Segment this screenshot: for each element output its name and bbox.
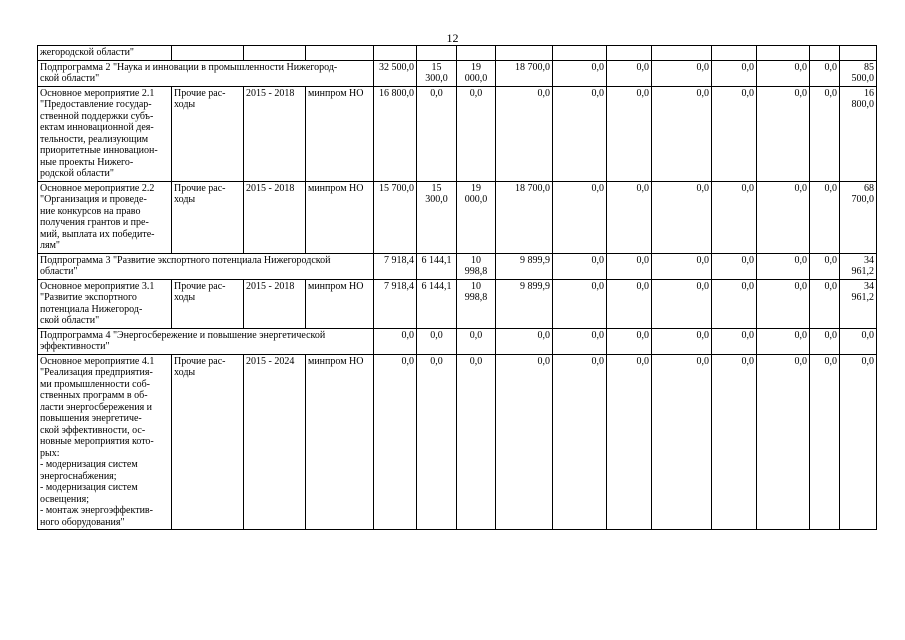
table-row (38, 279, 877, 328)
empty-cell (244, 46, 306, 61)
value-cell: 0,0 (712, 181, 757, 253)
table-row (38, 86, 877, 181)
value-cell: 0,0 (810, 60, 840, 86)
value-cell: 16 800,0 (374, 86, 417, 181)
value-cell: 0,0 (496, 86, 553, 181)
value-cell: 0,0 (757, 86, 810, 181)
executor: минпром НО (306, 86, 374, 181)
activity-title: Основное мероприятие 3.1 "Развитие экспортного потенциала Нижегород- ской области" (38, 279, 172, 328)
value-cell: 0,0 (417, 86, 457, 181)
value-cell: 0,0 (757, 279, 810, 328)
activity-title: Основное мероприятие 4.1 "Реализация предприятия- ми промышленности соб- ственных программ в об- ласти энергосбережения и повышения энергетиче- ской эффективности, ос- новные мероприятия кото- рых: - модернизация систем энергоснабжения; - модернизация систем освещения; - монтаж энергоэффектив- ного оборудования" (38, 354, 172, 530)
empty-cell (712, 46, 757, 61)
subprogram-title: Подпрограмма 2 "Наука и инновации в промышленности Нижегород- ской области" (38, 60, 374, 86)
value-cell: 0,0 (496, 328, 553, 354)
value-cell: 19 000,0 (457, 60, 496, 86)
value-cell: 15 300,0 (417, 181, 457, 253)
value-cell: 0,0 (712, 86, 757, 181)
budget-table (37, 45, 877, 530)
value-cell: 0,0 (553, 328, 607, 354)
value-cell: 0,0 (757, 354, 810, 530)
empty-cell (172, 46, 244, 61)
activity-title: Основное мероприятие 2.2 "Организация и проведе- ние конкурсов на право получения грантов и пре- мий, выплата их победите- лям" (38, 181, 172, 253)
value-cell: 19 000,0 (457, 181, 496, 253)
expense-type: Прочие рас- ходы (172, 181, 244, 253)
value-cell: 0,0 (810, 279, 840, 328)
value-cell: 0,0 (553, 279, 607, 328)
value-cell: 18 700,0 (496, 181, 553, 253)
empty-cell (840, 46, 877, 61)
value-cell: 9 899,9 (496, 253, 553, 279)
executor: минпром НО (306, 279, 374, 328)
value-cell: 0,0 (712, 60, 757, 86)
value-cell: 0,0 (810, 253, 840, 279)
value-cell: 0,0 (607, 354, 652, 530)
value-cell: 0,0 (712, 279, 757, 328)
value-cell: 0,0 (553, 181, 607, 253)
page-number: 12 (446, 31, 459, 45)
value-cell: 0,0 (607, 86, 652, 181)
value-cell: 15 300,0 (417, 60, 457, 86)
empty-cell (607, 46, 652, 61)
value-cell: 68 700,0 (840, 181, 877, 253)
empty-cell (457, 46, 496, 61)
value-cell: 18 700,0 (496, 60, 553, 86)
period: 2015 - 2024 (244, 354, 306, 530)
value-cell: 15 700,0 (374, 181, 417, 253)
table-row (38, 253, 877, 279)
value-cell: 0,0 (553, 60, 607, 86)
value-cell: 32 500,0 (374, 60, 417, 86)
table-row (38, 181, 877, 253)
value-cell: 0,0 (553, 86, 607, 181)
value-cell: 0,0 (607, 328, 652, 354)
value-cell: 0,0 (607, 279, 652, 328)
subprogram-title: Подпрограмма 4 "Энергосбережение и повышение энергетической эффективности" (38, 328, 374, 354)
value-cell: 0,0 (810, 86, 840, 181)
executor: минпром НО (306, 181, 374, 253)
empty-cell (374, 46, 417, 61)
value-cell: 0,0 (757, 328, 810, 354)
value-cell: 0,0 (457, 86, 496, 181)
value-cell: 0,0 (607, 181, 652, 253)
activity-title: Основное мероприятие 2.1 "Предоставление государ- ственной поддержки субъ- ектам инновационной дея- тельности, реализующим приоритетные инновацион- ные проекты Нижего- родской области" (38, 86, 172, 181)
value-cell: 0,0 (374, 328, 417, 354)
value-cell: 0,0 (810, 354, 840, 530)
period: 2015 - 2018 (244, 279, 306, 328)
value-cell: 0,0 (652, 60, 712, 86)
empty-cell (306, 46, 374, 61)
expense-type: Прочие рас- ходы (172, 86, 244, 181)
value-cell: 6 144,1 (417, 279, 457, 328)
value-cell: 0,0 (496, 354, 553, 530)
value-cell: 9 899,9 (496, 279, 553, 328)
value-cell: 0,0 (810, 181, 840, 253)
value-cell: 0,0 (652, 354, 712, 530)
value-cell: 10 998,8 (457, 279, 496, 328)
value-cell: 7 918,4 (374, 279, 417, 328)
value-cell: 0,0 (417, 354, 457, 530)
period: 2015 - 2018 (244, 86, 306, 181)
value-cell: 0,0 (652, 328, 712, 354)
value-cell: 0,0 (607, 253, 652, 279)
empty-cell (417, 46, 457, 61)
value-cell: 0,0 (840, 354, 877, 530)
empty-cell (757, 46, 810, 61)
value-cell: 6 144,1 (417, 253, 457, 279)
period: 2015 - 2018 (244, 181, 306, 253)
table-row (38, 328, 877, 354)
empty-cell (553, 46, 607, 61)
value-cell: 16 800,0 (840, 86, 877, 181)
value-cell: 0,0 (652, 253, 712, 279)
value-cell: 0,0 (374, 354, 417, 530)
value-cell: 85 500,0 (840, 60, 877, 86)
value-cell: 0,0 (652, 86, 712, 181)
value-cell: 0,0 (457, 354, 496, 530)
value-cell: 0,0 (757, 60, 810, 86)
value-cell: 0,0 (553, 354, 607, 530)
value-cell: 0,0 (553, 253, 607, 279)
empty-cell (652, 46, 712, 61)
row-title: жегородской области" (38, 46, 172, 61)
empty-cell (496, 46, 553, 61)
expense-type: Прочие рас- ходы (172, 279, 244, 328)
empty-cell (810, 46, 840, 61)
value-cell: 0,0 (810, 328, 840, 354)
executor: минпром НО (306, 354, 374, 530)
value-cell: 0,0 (712, 354, 757, 530)
value-cell: 0,0 (840, 328, 877, 354)
expense-type: Прочие рас- ходы (172, 354, 244, 530)
value-cell: 34 961,2 (840, 253, 877, 279)
value-cell: 10 998,8 (457, 253, 496, 279)
value-cell: 0,0 (457, 328, 496, 354)
value-cell: 0,0 (417, 328, 457, 354)
value-cell: 0,0 (607, 60, 652, 86)
value-cell: 0,0 (652, 181, 712, 253)
value-cell: 0,0 (757, 253, 810, 279)
table-row (38, 60, 877, 86)
value-cell: 7 918,4 (374, 253, 417, 279)
table-row (38, 46, 877, 61)
value-cell: 0,0 (757, 181, 810, 253)
value-cell: 0,0 (652, 279, 712, 328)
value-cell: 0,0 (712, 253, 757, 279)
value-cell: 34 961,2 (840, 279, 877, 328)
value-cell: 0,0 (712, 328, 757, 354)
table-row (38, 354, 877, 530)
subprogram-title: Подпрограмма 3 "Развитие экспортного потенциала Нижегородской области" (38, 253, 374, 279)
